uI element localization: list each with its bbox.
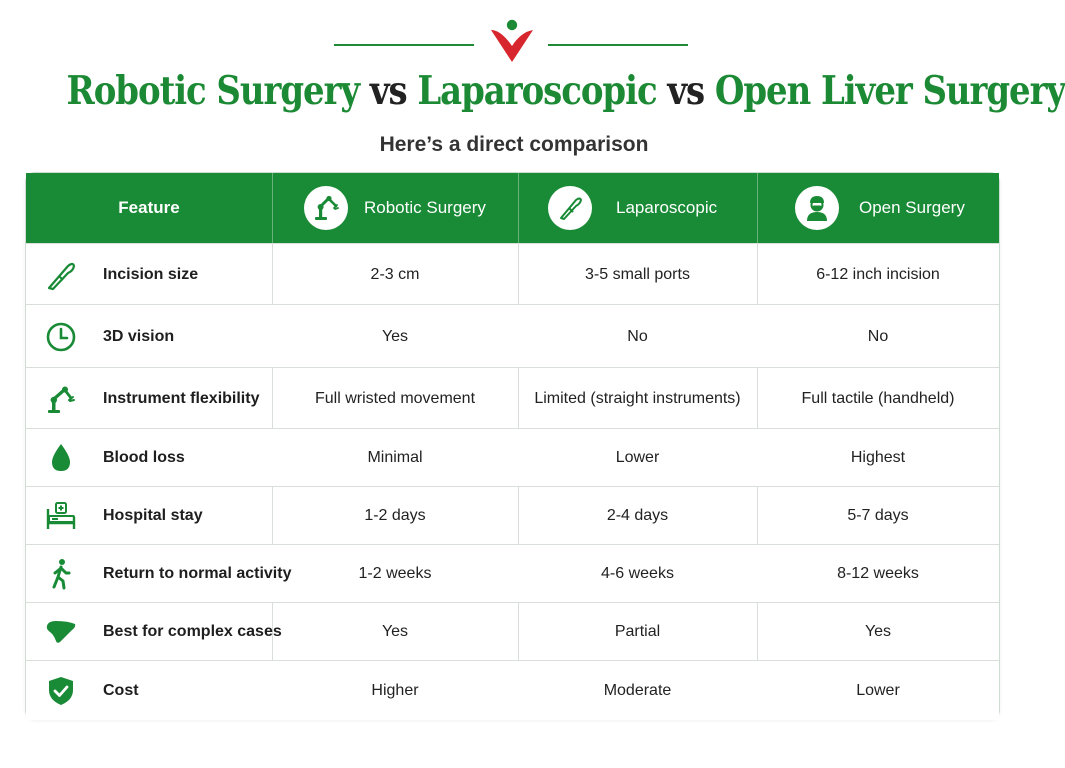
cell-open: Full tactile (handheld) [801,389,955,407]
hospital-bed-icon [44,499,78,533]
surgeon-icon [795,186,839,230]
title-robotic: Robotic Surgery [66,68,360,114]
cell-laparoscopic: 3-5 small ports [585,265,690,283]
row-feature-label: Hospital stay [103,507,203,524]
cell-open: Lower [856,681,900,699]
cell-robotic: Yes [381,327,409,345]
shield-check-icon [44,674,78,708]
row-feature-label: Return to normal activity [103,565,292,582]
cell-laparoscopic: 2-4 days [606,507,669,524]
cell-laparoscopic: Moderate [603,681,672,699]
robot-arm-icon [44,382,78,416]
table-row [26,660,999,720]
cell-open: 8-12 weeks [837,565,919,582]
row-feature-label: Instrument flexibility [103,389,260,407]
logo-icon [487,16,537,66]
title-open-liver: Open Liver Surgery [714,68,1065,114]
row-feature-label: Incision size [103,265,199,283]
cell-open: 5-7 days [847,507,909,524]
table-row [26,428,999,487]
cell-open: Yes [864,623,892,640]
cell-open: Highest [850,449,906,466]
header-laparoscopic [518,173,758,243]
title-laparoscopic: Laparoscopic [417,68,657,114]
cell-robotic: Yes [381,623,409,640]
walking-person-icon [44,557,78,591]
page-title [66,68,1065,114]
table-row [26,486,999,545]
header-robotic [272,173,519,243]
liver-icon [44,615,78,649]
divider-line-right [548,44,688,46]
row-feature-label: Best for complex cases [103,623,282,640]
title-vs-1: vs [369,68,407,114]
brand-header [0,14,1024,66]
cell-robotic: Minimal [367,449,423,466]
cell-open: No [867,327,889,345]
cell-laparoscopic: Lower [615,449,660,466]
title-vs-2: vs [667,68,705,114]
table-row [26,243,999,305]
clock-icon [44,320,78,354]
header-laparoscopic-label: Laparoscopic [616,198,718,217]
divider-line-left [334,44,474,46]
cell-robotic: Higher [371,681,419,699]
robotic-arm-icon [304,186,348,230]
cell-laparoscopic: Partial [614,623,661,640]
row-feature-label: Cost [103,681,139,699]
table-row [26,602,999,661]
cell-robotic: 1-2 days [364,507,426,524]
cell-laparoscopic: Limited (straight instruments) [534,389,741,407]
cell-robotic: Full wristed movement [314,389,476,407]
table-header [26,173,999,243]
header-feature-label: Feature [118,198,180,217]
cell-robotic: 1-2 weeks [358,565,432,582]
table-row [26,304,999,368]
header-open [757,173,999,243]
header-open-label: Open Surgery [859,198,965,217]
table-row [26,544,999,603]
blood-drop-icon [44,441,78,475]
page-subtitle: Here’s a direct comparison [379,133,649,156]
comparison-table [25,172,1000,720]
cell-open: 6-12 inch incision [816,265,940,283]
table-row [26,367,999,429]
row-feature-label: 3D vision [103,327,175,345]
header-robotic-label: Robotic Surgery [364,198,486,217]
row-feature-label: Blood loss [103,449,185,466]
scalpel-icon [548,186,592,230]
scalpel-icon [44,258,78,292]
cell-robotic: 2-3 cm [370,265,420,283]
cell-laparoscopic: No [627,327,648,345]
header-feature [26,173,273,243]
cell-laparoscopic: 4-6 weeks [601,565,674,582]
